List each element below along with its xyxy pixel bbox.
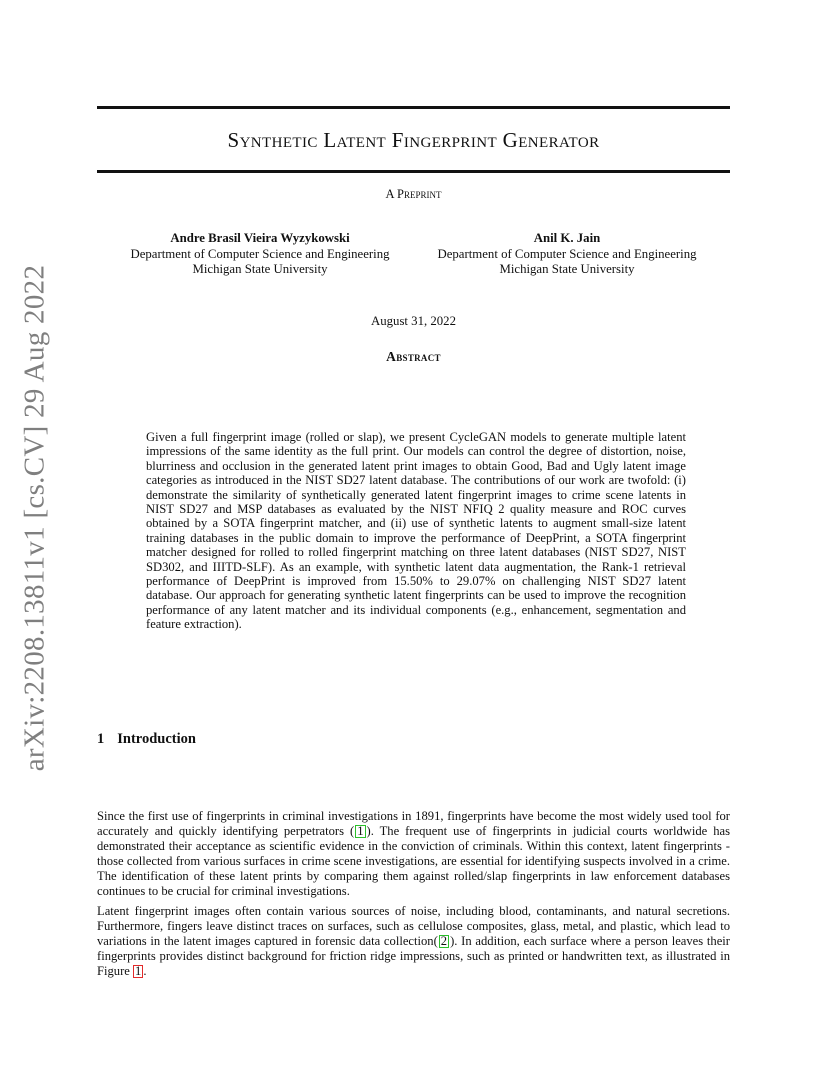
- arxiv-stamp: arXiv:2208.13811v1 [cs.CV] 29 Aug 2022: [18, 264, 51, 772]
- author-name: Anil K. Jain: [533, 231, 601, 245]
- publication-date: August 31, 2022: [371, 314, 456, 328]
- title-bottom-rule: [97, 170, 730, 173]
- citation-link[interactable]: 1: [357, 823, 364, 838]
- section-heading: [97, 731, 196, 748]
- section-number: 1: [97, 731, 105, 747]
- author-department: Department of Computer Science and Engineering: [437, 246, 697, 261]
- figure-reference-link[interactable]: 1: [135, 963, 142, 978]
- paper-title: Synthetic Latent Fingerprint Generator: [227, 128, 600, 152]
- intro-paragraph-1: [97, 809, 730, 898]
- author-block-2: [421, 231, 713, 278]
- paragraph-text: Latent fingerprint images often contain various sources of noise, including blood, contaminants, and natural secretions. Furthermore, fingers leave distinct traces on surfaces, such as cellulose composites, glass, metal, and plastic, which lead to variations in the latent images captured in forensic data collection(: [97, 904, 730, 948]
- author-department: Department of Computer Science and Engineering: [130, 246, 390, 261]
- citation-link[interactable]: 2: [440, 933, 448, 948]
- paragraph-text: .: [143, 963, 147, 978]
- paragraph-text: ). In addition, each surface where a person leaves their fingerprints provides distinct background for friction ridge impressions, such as printed or handwritten text, as illustrated in Figure: [97, 933, 730, 978]
- preprint-label: A Preprint: [385, 187, 442, 201]
- author-block-1: [114, 231, 406, 278]
- paragraph-text: ). The frequent use of fingerprints in judicial courts worldwide has demonstrated their acceptance as scientific evidence in the conviction of criminals. Within this context, latent fingerprints - those collected from various surfaces in crime scene investigations, are essential for identifying suspects involved in a crime. The identification of these latent prints by comparing them against rolled/slap fingerprints in law enforcement databases continues to be crucial for criminal investigations.: [97, 823, 730, 898]
- abstract-text: Given a full fingerprint image (rolled or slap), we present CycleGAN models to generate multiple latent impressions of the same identity as the full print. Our models can control the degree of distortion, noise, blurriness and occlusion in the generated latent print images to obtain Good, Bad and Ugly latent image categories as introduced in the NIST SD27 latent database. The contributions of our work are twofold: (i) demonstrate the similarity of synthetically generated latent fingerprint images to crime scene latents in NIST SD27 and MSP databases as evaluated by the NIST NFIQ 2 quality measure and ROC curves obtained by a SOTA fingerprint matcher, and (ii) use of synthetic latents to augment small-size latent training databases in the public domain to improve the performance of DeepPrint, a SOTA fingerprint matcher designed for rolled to rolled fingerprint matching on three latent databases (NIST SD27, NIST SD302, and IIITD-SLF). As an example, with synthetic latent data augmentation, the Rank-1 retrieval performance of DeepPrint is improved from 15.50% to 29.07% on challenging NIST SD27 latent database. Our approach for generating synthetic latent fingerprints can be used to improve the recognition performance of any latent matcher and its individual components (e.g., enhancement, segmentation and feature extraction).: [146, 430, 686, 632]
- author-university: Michigan State University: [192, 262, 328, 276]
- intro-paragraph-2: [97, 904, 730, 979]
- author-university: Michigan State University: [499, 262, 635, 276]
- section-title: Introduction: [117, 731, 196, 747]
- abstract-heading: Abstract: [386, 349, 441, 364]
- author-name: Andre Brasil Vieira Wyzykowski: [170, 231, 350, 245]
- paragraph-text: Since the first use of fingerprints in criminal investigations in 1891, fingerprints have become the most widely used tool for accurately and quickly identifying perpetrators (: [97, 809, 730, 838]
- title-top-rule: [97, 106, 730, 109]
